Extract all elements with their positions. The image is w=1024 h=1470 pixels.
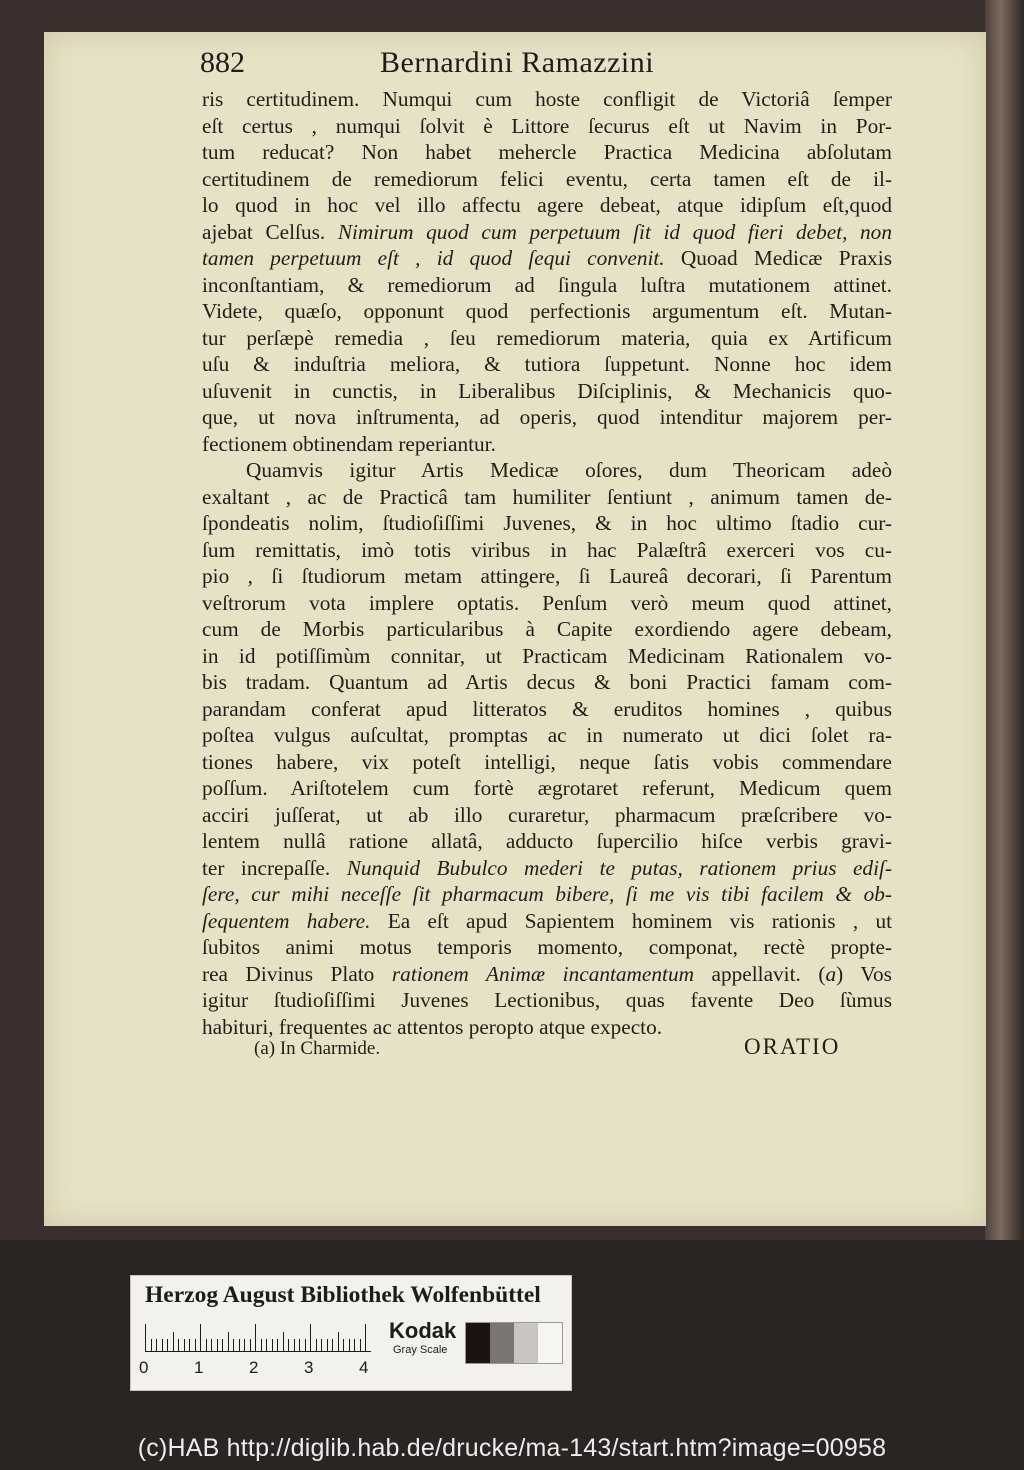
text-line xyxy=(202,510,892,537)
ruler-tick xyxy=(184,1339,185,1352)
text-line xyxy=(202,139,892,166)
ruler-tick xyxy=(305,1339,306,1352)
text-line xyxy=(202,404,892,431)
kodak-logo: Kodak xyxy=(389,1318,457,1343)
ruler-tick xyxy=(200,1324,201,1352)
text-line xyxy=(202,431,892,458)
ruler xyxy=(145,1322,371,1352)
text-run: exaltant , ac de Practicâ tam humiliter ſentiunt , animum tamen de- xyxy=(202,484,892,509)
ruler-tick xyxy=(206,1339,207,1352)
page-header xyxy=(200,46,740,86)
footnote xyxy=(254,1038,380,1060)
text-line xyxy=(202,881,892,908)
page-number: 882 xyxy=(200,46,245,79)
ruler-tick xyxy=(239,1339,240,1352)
text-run: pio , ſi ſtudiorum metam attingere, ſi Laureâ decorari, ſi Parentum xyxy=(202,564,892,588)
ruler-tick xyxy=(327,1339,328,1352)
text-line xyxy=(202,351,892,378)
text-run: Ea eſt apud Sapientem hominem vis rationis , ut xyxy=(370,908,893,933)
text-line xyxy=(202,298,892,325)
text-line xyxy=(202,669,892,696)
text-run: lentem nullâ ratione allatâ, adducto ſupercilio hiſce verbis gravi- xyxy=(202,829,892,853)
ruler-tick xyxy=(217,1339,218,1352)
institution-name: Herzog August Bibliothek Wolfenbüttel xyxy=(145,1282,541,1308)
ruler-tick xyxy=(173,1332,174,1352)
ruler-tick xyxy=(178,1339,179,1352)
ruler-number: 1 xyxy=(194,1358,204,1377)
text-line xyxy=(202,378,892,405)
text-run: eſt certus , numqui ſolvit è Littore ſecurus eſt ut Navim in Por- xyxy=(202,113,892,138)
text-line xyxy=(202,908,892,935)
ruler-tick xyxy=(294,1339,295,1352)
text-line xyxy=(202,86,892,113)
text-run: ſum remittatis, imò totis viribus in hac Palæſtrâ exerceri vos cu- xyxy=(202,537,892,562)
text-run: acciri juſſerat, ut ab illo curaretur, pharmacum præſcribere vo- xyxy=(202,802,892,827)
ruler-tick xyxy=(310,1324,311,1352)
ruler-tick xyxy=(349,1339,350,1352)
text-line xyxy=(202,987,892,1014)
text-run: Quoad Medicæ Praxis xyxy=(664,246,892,270)
text-run: ter increpaſſe. xyxy=(202,855,347,880)
italic-run: ſere, cur mihi neceſſe ſit pharmacum bibere, ſi me vis tibi facilem & ob- xyxy=(202,882,892,906)
text-line xyxy=(202,219,892,246)
gray-scale-label: Gray Scale xyxy=(393,1344,448,1356)
ruler-tick xyxy=(261,1339,262,1352)
next-page-edge xyxy=(985,0,1024,1240)
footnote-text: In Charmide. xyxy=(279,1038,381,1059)
ruler-tick xyxy=(343,1339,344,1352)
body-text xyxy=(202,86,892,1040)
text-line xyxy=(202,802,892,829)
ruler-tick xyxy=(222,1339,223,1352)
ruler-tick xyxy=(189,1339,190,1352)
italic-run: rationem Animæ incantamentum xyxy=(391,961,694,986)
gray-swatch xyxy=(514,1323,538,1363)
text-run: certitudinem de remediorum felici eventu, certa tamen eſt de il- xyxy=(202,166,892,191)
ruler-tick xyxy=(233,1339,234,1352)
ruler-tick xyxy=(338,1332,339,1352)
text-run: tiones habere, vix poteſt intelligi, neque ſatis vobis commendare xyxy=(202,749,892,774)
ruler-tick xyxy=(211,1339,212,1352)
text-run: poſtea vulgus auſcultat, promptas ac in numerato ut dici ſolet ra- xyxy=(202,723,892,747)
ruler-tick xyxy=(145,1324,146,1352)
text-line xyxy=(202,166,892,193)
ruler-tick xyxy=(195,1339,196,1352)
ruler-tick xyxy=(288,1339,289,1352)
running-title: Bernardini Ramazzini xyxy=(380,46,655,79)
text-line xyxy=(202,272,892,299)
text-line xyxy=(202,696,892,723)
ruler-tick xyxy=(365,1324,366,1352)
text-run: in id potiſſimùm connitar, ut Practicam Medicinam Rationalem vo- xyxy=(202,643,892,668)
ruler-tick xyxy=(156,1339,157,1352)
text-line xyxy=(202,616,892,643)
text-run: poſſum. Ariſtotelem cum fortè ægrotaret referunt, Medicum quem xyxy=(202,776,892,800)
ruler-tick xyxy=(354,1339,355,1352)
italic-run: a xyxy=(825,961,837,986)
italic-run: Nimirum quod cum perpetuum ſit id quod fieri debet, non xyxy=(337,219,892,244)
ruler-tick xyxy=(228,1332,229,1352)
ruler-tick xyxy=(266,1339,267,1352)
ruler-tick xyxy=(162,1339,163,1352)
ruler-tick xyxy=(250,1339,251,1352)
ruler-tick xyxy=(321,1339,322,1352)
text-run: ) Vos xyxy=(836,961,892,986)
text-line xyxy=(202,113,892,140)
text-line xyxy=(202,245,892,272)
text-run: Videte, quæſo, opponunt quod perfectionis argumentum eſt. Mutan- xyxy=(202,299,892,323)
text-line xyxy=(202,749,892,776)
text-line xyxy=(202,961,892,988)
text-line xyxy=(202,563,892,590)
text-line xyxy=(202,325,892,352)
catchword: ORATIO xyxy=(744,1034,841,1059)
gray-swatch xyxy=(490,1323,514,1363)
text-run: appellavit. ( xyxy=(693,961,826,986)
text-run: cum de Morbis particularibus à Capite exordiendo agere debeam, xyxy=(202,617,892,641)
text-line xyxy=(202,934,892,961)
ruler-tick xyxy=(255,1324,256,1352)
text-run: inconſtantiam, & remediorum ad ſingula luſtra mutationem attinet. xyxy=(202,272,892,297)
ruler-tick xyxy=(299,1339,300,1352)
text-run: bis tradam. Quantum ad Artis decus & boni Practici famam com- xyxy=(202,670,892,694)
text-line xyxy=(202,828,892,855)
text-line xyxy=(202,722,892,749)
text-run: uſu & induſtria meliora, & tutiora ſuppetunt. Nonne hoc idem xyxy=(202,352,892,376)
text-run: ris certitudinem. Numqui cum hoste confligit de Victoriâ ſemper xyxy=(202,87,892,111)
text-run: habituri, frequentes ac attentos peropto atque expecto. xyxy=(202,1014,663,1039)
text-line xyxy=(202,537,892,564)
italic-run: tamen perpetuum eſt , id quod ſequi convenit. xyxy=(202,246,665,270)
text-run: que, ut nova inſtrumenta, ad operis, quod intenditur majorem per- xyxy=(202,405,892,429)
source-url[interactable]: (c)HAB http://diglib.hab.de/drucke/ma-143/start.htm?image=00958 xyxy=(137,1434,887,1462)
text-run: igitur ſtudioſiſſimi Juvenes Lectionibus, quas favente Deo ſùmus xyxy=(202,988,892,1012)
text-run: fectionem obtinendam reperiantur. xyxy=(202,431,496,456)
text-line xyxy=(202,590,892,617)
text-run: tum reducat? Non habet mehercle Practica Medicina abſolutam xyxy=(202,140,892,164)
italic-run: Nunquid Bubulco mederi te putas, rationem prius ediſ- xyxy=(346,855,893,880)
ruler-tick xyxy=(283,1332,284,1352)
gray-swatch xyxy=(538,1323,562,1363)
ruler-tick xyxy=(277,1339,278,1352)
text-line xyxy=(202,484,892,511)
text-run: veſtrorum vota implere optatis. Penſum verò meum quod attinet, xyxy=(202,590,892,615)
text-line xyxy=(202,643,892,670)
ruler-tick xyxy=(332,1339,333,1352)
ruler-number: 3 xyxy=(304,1358,314,1377)
text-run: ſubitos animi motus temporis momento, componat, rectè propte- xyxy=(202,935,892,959)
footnote-marker: (a) xyxy=(254,1038,276,1059)
text-line xyxy=(202,775,892,802)
ruler-tick xyxy=(360,1339,361,1352)
ruler-numbers xyxy=(139,1358,379,1380)
text-line xyxy=(202,457,892,484)
text-run: tur perſæpè remedia , ſeu remediorum materia, quia ex Artificum xyxy=(202,325,892,350)
gray-swatches xyxy=(465,1322,563,1364)
ruler-number: 4 xyxy=(359,1358,369,1377)
text-run: ajebat Celſus. xyxy=(202,219,338,244)
ruler-tick xyxy=(244,1339,245,1352)
text-run: lo quod in hoc vel illo affectu agere debeat, atque idipſum eſt,quod xyxy=(202,193,892,217)
text-run: uſuvenit in cunctis, in Liberalibus Diſciplinis, & Mechanicis quo- xyxy=(202,378,892,403)
ruler-tick xyxy=(272,1339,273,1352)
gray-swatch xyxy=(466,1323,490,1363)
text-run: Quamvis igitur Artis Medicæ oſores, dum Theoricam adeò xyxy=(246,458,892,482)
text-run: parandam conferat apud litteratos & eruditos homines , quibus xyxy=(202,696,892,721)
text-line xyxy=(202,855,892,882)
text-run: ſpondeatis nolim, ſtudioſiſſimi Juvenes, & in hoc ultimo ſtadio cur- xyxy=(202,511,892,535)
ruler-number: 0 xyxy=(139,1358,149,1377)
text-run: rea Divinus Plato xyxy=(202,961,392,986)
ruler-tick xyxy=(316,1339,317,1352)
color-scale-card xyxy=(130,1275,572,1391)
ruler-tick xyxy=(167,1339,168,1352)
ruler-number: 2 xyxy=(249,1358,259,1377)
text-line xyxy=(202,192,892,219)
italic-run: ſequentem habere. xyxy=(202,908,371,933)
ruler-tick xyxy=(151,1339,152,1352)
